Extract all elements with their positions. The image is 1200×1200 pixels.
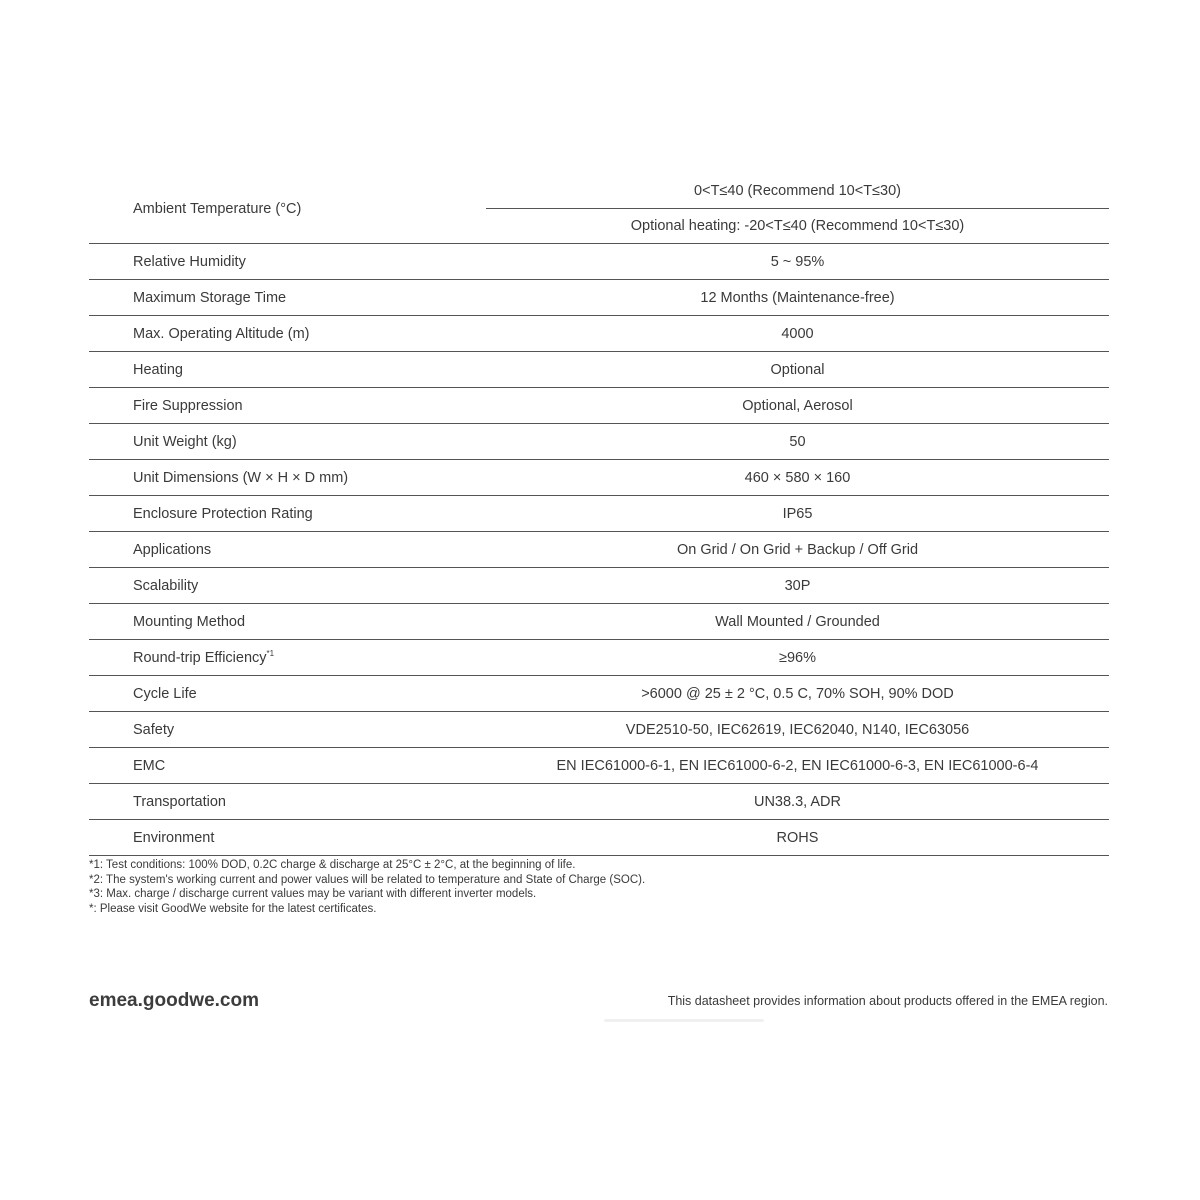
row-label: Transportation bbox=[89, 784, 486, 820]
table-row bbox=[89, 316, 1109, 352]
table-row bbox=[89, 568, 1109, 604]
row-value: >6000 @ 25 ± 2 °C, 0.5 C, 70% SOH, 90% DOD bbox=[486, 676, 1109, 712]
row-value: 460 × 580 × 160 bbox=[486, 460, 1109, 496]
website-url: emea.goodwe.com bbox=[89, 990, 259, 1011]
row-value: EN IEC61000-6-1, EN IEC61000-6-2, EN IEC61000-6-3, EN IEC61000-6-4 bbox=[486, 748, 1109, 784]
table-row bbox=[89, 676, 1109, 712]
table-row bbox=[89, 244, 1109, 280]
spec-table bbox=[89, 174, 1109, 856]
row-label: Safety bbox=[89, 712, 486, 748]
footnotes bbox=[89, 858, 645, 916]
table-row bbox=[89, 352, 1109, 388]
row-label: Unit Weight (kg) bbox=[89, 424, 486, 460]
row-value: 0<T≤40 (Recommend 10<T≤30) bbox=[486, 174, 1109, 209]
row-value: ROHS bbox=[486, 820, 1109, 856]
row-label: Scalability bbox=[89, 568, 486, 604]
decorative-divider bbox=[604, 1019, 764, 1022]
table-row bbox=[89, 388, 1109, 424]
row-label: Applications bbox=[89, 532, 486, 568]
row-value: Optional heating: -20<T≤40 (Recommend 10<T≤30) bbox=[486, 209, 1109, 244]
table-row bbox=[89, 820, 1109, 856]
table-row bbox=[89, 784, 1109, 820]
row-label: Maximum Storage Time bbox=[89, 280, 486, 316]
table-row bbox=[89, 532, 1109, 568]
table-row bbox=[89, 640, 1109, 676]
row-label: Environment bbox=[89, 820, 486, 856]
row-value: On Grid / On Grid + Backup / Off Grid bbox=[486, 532, 1109, 568]
row-label: Heating bbox=[89, 352, 486, 388]
row-value: 4000 bbox=[486, 316, 1109, 352]
footnote: *3: Max. charge / discharge current values may be variant with different inverter models. bbox=[89, 888, 537, 900]
row-label-with-footnote bbox=[89, 640, 486, 676]
table-row bbox=[89, 460, 1109, 496]
row-value: UN38.3, ADR bbox=[486, 784, 1109, 820]
region-disclaimer: This datasheet provides information about products offered in the EMEA region. bbox=[667, 994, 1108, 1008]
row-value: 12 Months (Maintenance-free) bbox=[486, 280, 1109, 316]
row-label: Relative Humidity bbox=[89, 244, 486, 280]
row-value: Optional, Aerosol bbox=[486, 388, 1109, 424]
table-row bbox=[89, 174, 1109, 209]
row-value: Wall Mounted / Grounded bbox=[486, 604, 1109, 640]
row-label: Fire Suppression bbox=[89, 388, 486, 424]
footnote: *: Please visit GoodWe website for the latest certificates. bbox=[89, 902, 377, 915]
footnote: *2: The system's working current and power values will be related to temperature and State of Charge (SOC). bbox=[89, 873, 646, 886]
footnote-marker: *1 bbox=[266, 648, 275, 658]
table-row bbox=[89, 604, 1109, 640]
row-label: Ambient Temperature (°C) bbox=[89, 174, 486, 244]
row-value: VDE2510-50, IEC62619, IEC62040, N140, IEC63056 bbox=[486, 712, 1109, 748]
row-label: Unit Dimensions (W × H × D mm) bbox=[89, 460, 486, 496]
row-label: Max. Operating Altitude (m) bbox=[89, 316, 486, 352]
row-label: Round-trip Efficiency bbox=[133, 649, 267, 666]
row-value: IP65 bbox=[486, 496, 1109, 532]
table-row bbox=[89, 496, 1109, 532]
row-label: Mounting Method bbox=[89, 604, 486, 640]
row-value: 50 bbox=[486, 424, 1109, 460]
row-value: Optional bbox=[486, 352, 1109, 388]
row-value: ≥96% bbox=[486, 640, 1109, 676]
row-label: Cycle Life bbox=[89, 676, 486, 712]
row-value: 5 ~ 95% bbox=[486, 244, 1109, 280]
row-value: 30P bbox=[486, 568, 1109, 604]
table-row bbox=[89, 748, 1109, 784]
table-row bbox=[89, 424, 1109, 460]
row-label: EMC bbox=[89, 748, 486, 784]
table-row bbox=[89, 712, 1109, 748]
row-label: Enclosure Protection Rating bbox=[89, 496, 486, 532]
table-row bbox=[89, 280, 1109, 316]
footnote: *1: Test conditions: 100% DOD, 0.2C charge & discharge at 25°C ± 2°C, at the beginning of life. bbox=[89, 859, 576, 871]
